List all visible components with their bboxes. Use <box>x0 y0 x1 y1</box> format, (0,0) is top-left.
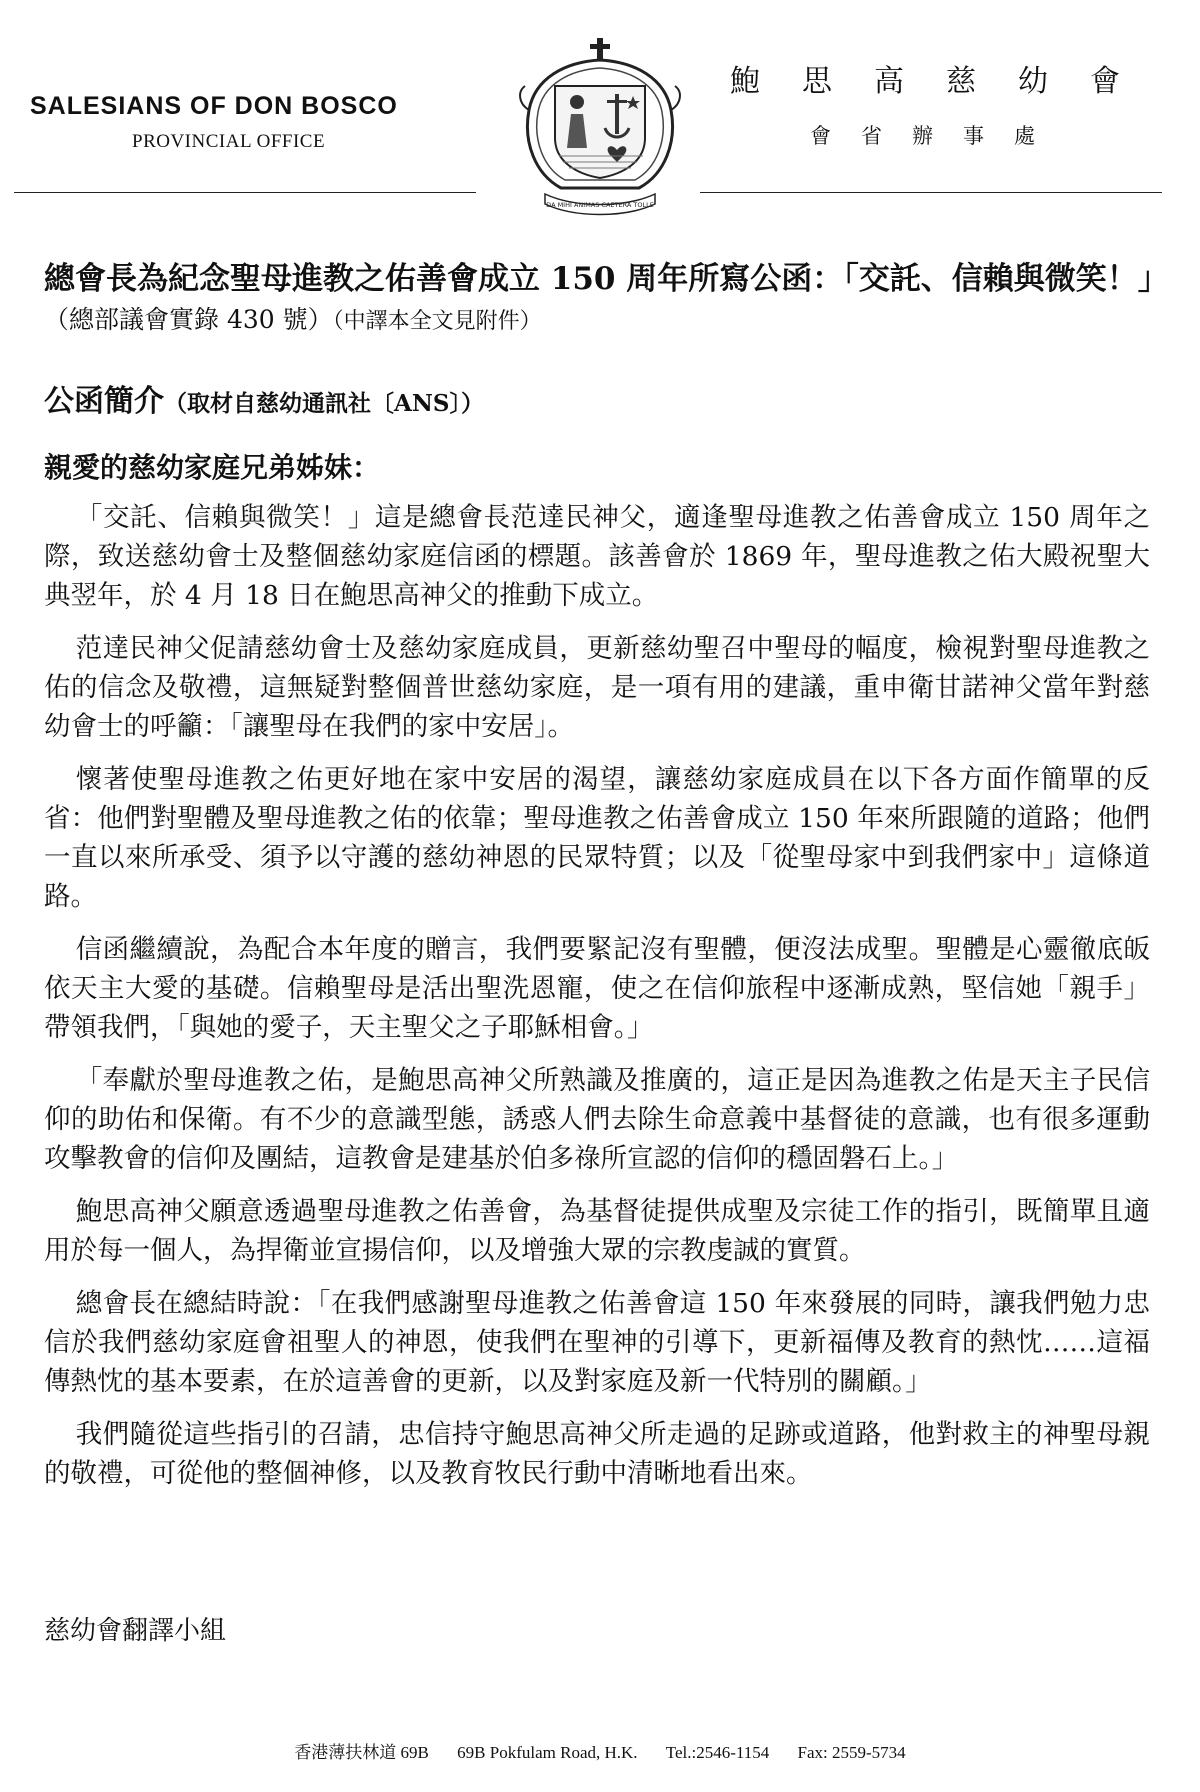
svg-text:DA MIHI ANIMAS CAETERA TOLLE: DA MIHI ANIMAS CAETERA TOLLE <box>546 201 654 209</box>
paragraph: 鮑思高神父願意透過聖母進教之佑善會，為基督徒提供成聖及宗徒工作的指引，既簡單且適用於每一個人，為捍衛並宣揚信仰，以及增強大眾的宗教虔誠的實質。 <box>44 1196 1150 1266</box>
letter-body <box>44 498 1150 1507</box>
paragraph: 「奉獻於聖母進教之佑，是鮑思高神父所熟識及推廣的，這正是因為進教之佑是天主子民信仰的助佑和保衛。有不少的意識型態，誘惑人們去除生命意義中基督徒的意識，也有很多運動攻擊教會的信仰及團結，這教會是建基於伯多祿所宣認的信仰的穩固磐石上。」 <box>44 1065 1150 1174</box>
header-rule-right <box>700 192 1162 193</box>
document-subtitle <box>44 300 542 336</box>
office-name-chinese: 會省辦事處 <box>810 124 1065 148</box>
paragraph: 我們隨從這些指引的召請，忠信持守鮑思高神父所走過的足跡或道路，他對救主的神聖母親的敬禮，可從他的整個神修，以及教育牧民行動中清晰地看出來。 <box>44 1419 1150 1489</box>
minutes-reference: （總部議會實錄 430 號） <box>44 305 333 334</box>
salutation: 親愛的慈幼家庭兄弟姊妹： <box>44 451 381 484</box>
org-name-chinese: 鮑思高慈幼會 <box>730 64 1162 99</box>
letterhead-chinese <box>730 56 1160 150</box>
signoff: 慈幼會翻譯小組 <box>44 1616 227 1646</box>
paragraph: 信函繼續說，為配合本年度的贈言，我們要緊記沒有聖體，便沒法成聖。聖體是心靈徹底皈依天主大愛的基礎。信賴聖母是活出聖洗恩寵，使之在信仰旅程中逐漸成熟，堅信她「親手」帶領我們，「與她的愛子，天主聖父之子耶穌相會。」 <box>44 934 1150 1043</box>
telephone: Tel.:2546-1154 <box>665 1743 770 1762</box>
summary-heading <box>44 376 484 420</box>
office-name-english: PROVINCIAL OFFICE <box>132 131 326 152</box>
address-english: 69B Pokfulam Road, H.K. <box>457 1743 638 1762</box>
salesian-crest-logo <box>515 38 685 218</box>
summary-heading-main: 公函簡介 <box>44 384 164 419</box>
header-rule-left <box>14 192 476 193</box>
paragraph: 范達民神父促請慈幼會士及慈幼家庭成員，更新慈幼聖召中聖母的幅度，檢視對聖母進教之佑的信念及敬禮，這無疑對整個普世慈幼家庭，是一項有用的建議，重申衛甘諾神父當年對慈幼會士的呼籲：「讓聖母在我們的家中安居」。 <box>44 633 1150 742</box>
org-name-english: SALESIANS OF DON BOSCO <box>30 92 398 120</box>
address-chinese: 香港薄扶林道 69B <box>294 1743 429 1762</box>
translation-note: （中譯本全文見附件） <box>332 309 542 334</box>
document-title: 總會長為紀念聖母進教之佑善會成立 150 周年所寫公函：「交託、信賴與微笑！」 <box>44 261 1169 297</box>
paragraph: 懷著使聖母進教之佑更好地在家中安居的渴望，讓慈幼家庭成員在以下各方面作簡單的反省：他們對聖體及聖母進教之佑的依靠；聖母進教之佑善會成立 150 年來所跟隨的道路；他們一直以來所承受、須予以守護的慈幼神恩的民眾特質；以及「從聖母家中到我們家中」這條道路。 <box>44 764 1150 912</box>
paragraph: 「交託、信賴與微笑！」這是總會長范達民神父，適逢聖母進教之佑善會成立 150 周年之際，致送慈幼會士及整個慈幼家庭信函的標題。該善會於 1869 年，聖母進教之佑大殿祝聖大典翌年，於 4 月 18 日在鮑思高神父的推動下成立。 <box>44 502 1150 611</box>
summary-heading-source: （取材自慈幼通訊社〔ANS〕） <box>164 390 484 417</box>
fax: Fax: 2559-5734 <box>797 1743 906 1762</box>
letterhead-english <box>30 92 480 153</box>
footer-contact <box>0 1738 1200 1763</box>
paragraph: 總會長在總結時說：「在我們感謝聖母進教之佑善會這 150 年來發展的同時，讓我們勉力忠信於我們慈幼家庭會祖聖人的神恩，使我們在聖神的引導下，更新福傳及教育的熱忱……這福傳熱忱的基本要素，在於這善會的更新，以及對家庭及新一代特別的關顧。」 <box>44 1288 1150 1397</box>
